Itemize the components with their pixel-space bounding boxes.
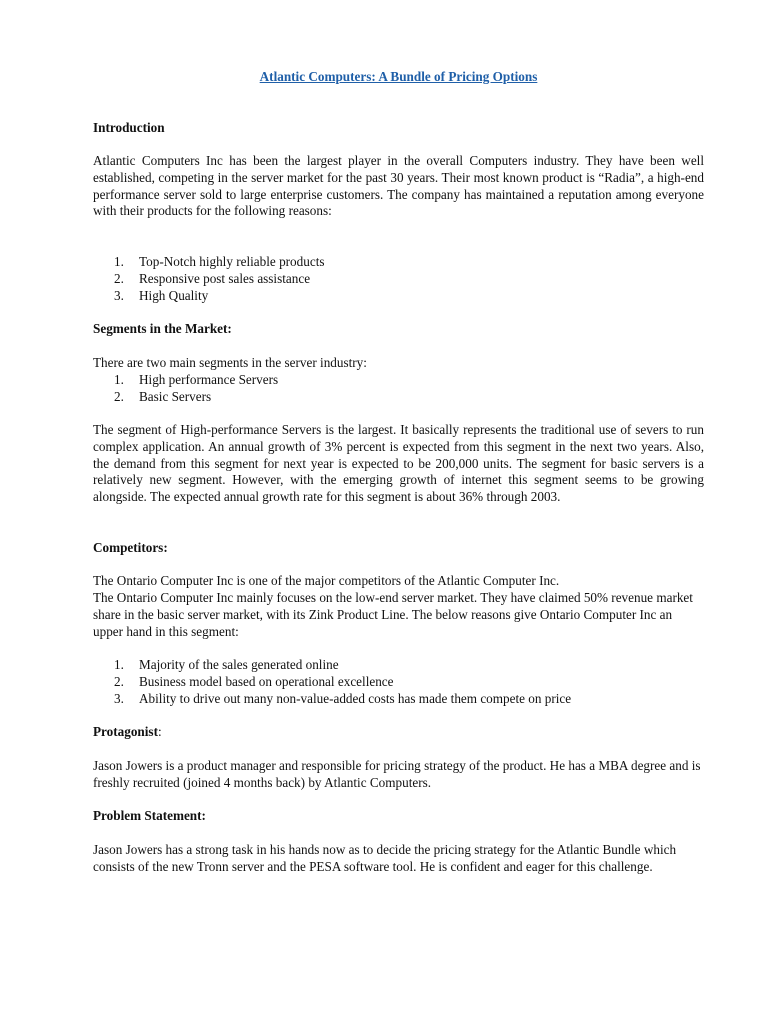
segments-intro: There are two main segments in the server industry: [93,355,367,370]
competitors-list [93,657,704,707]
competitors-line: The Ontario Computer Inc is one of the major competitors of the Atlantic Computer Inc. [93,573,560,588]
list-item: 2. Business model based on operational excellence [114,673,394,689]
introduction-list [93,254,704,304]
segments-paragraph: The segment of High-performance Servers is the largest. It basically represents the traditional use of severs to run complex application. An annual growth of 3% percent is expected from this segment in the next two years. Also, the demand from this segment for next year is expected to be 200,000 units. The segment for basic servers is a relatively new segment. However, with the emerging growth of internet this segment seems to be growing alongside. The expected annual growth rate for this segment is about 36% through 2003. [93,422,704,505]
segments-heading: Segments in the Market: [93,321,232,336]
list-item: 3. High Quality [114,287,209,303]
protagonist-heading: Protagonist: [93,724,162,739]
list-item: 1. High performance Servers [114,372,279,387]
introduction-paragraph: Atlantic Computers Inc has been the largest player in the overall Computers industry. They have been well established, competing in the server market for the past 30 years. Their most known product is “Radia”, a high-end performance server sold to large enterprise customers. The company has maintained a reputation among everyone with their products for the following reasons: [93,153,704,219]
problem-heading: Problem Statement: [93,808,206,823]
competitors-paragraph: The Ontario Computer Inc mainly focuses on the low-end server market. They have claimed 50% revenue market share in the basic server market, with its Zink Product Line. The below reasons give Ontario Computer Inc an upper hand in this segment: [93,590,693,639]
document-title: Atlantic Computers: A Bundle of Pricing Options [259,69,538,84]
list-item: 1. Majority of the sales generated online [114,657,339,672]
list-item: 2. Responsive post sales assistance [114,270,311,286]
competitors-heading: Competitors: [93,540,168,555]
introduction-heading: Introduction [93,120,165,135]
segments-list [93,372,704,406]
list-item: 2. Basic Servers [114,388,212,404]
problem-paragraph: Jason Jowers has a strong task in his hands now as to decide the pricing strategy for the Atlantic Bundle which consists of the new Tronn server and the PESA software tool. He is confident and eager for this challenge. [93,842,677,874]
protagonist-paragraph: Jason Jowers is a product manager and responsible for pricing strategy of the product. He has a MBA degree and is freshly recruited (joined 4 months back) by Atlantic Computers. [93,758,701,790]
list-item: 3. Ability to drive out many non-value-added costs has made them compete on price [114,690,572,706]
list-item: 1. Top-Notch highly reliable products [114,254,325,269]
